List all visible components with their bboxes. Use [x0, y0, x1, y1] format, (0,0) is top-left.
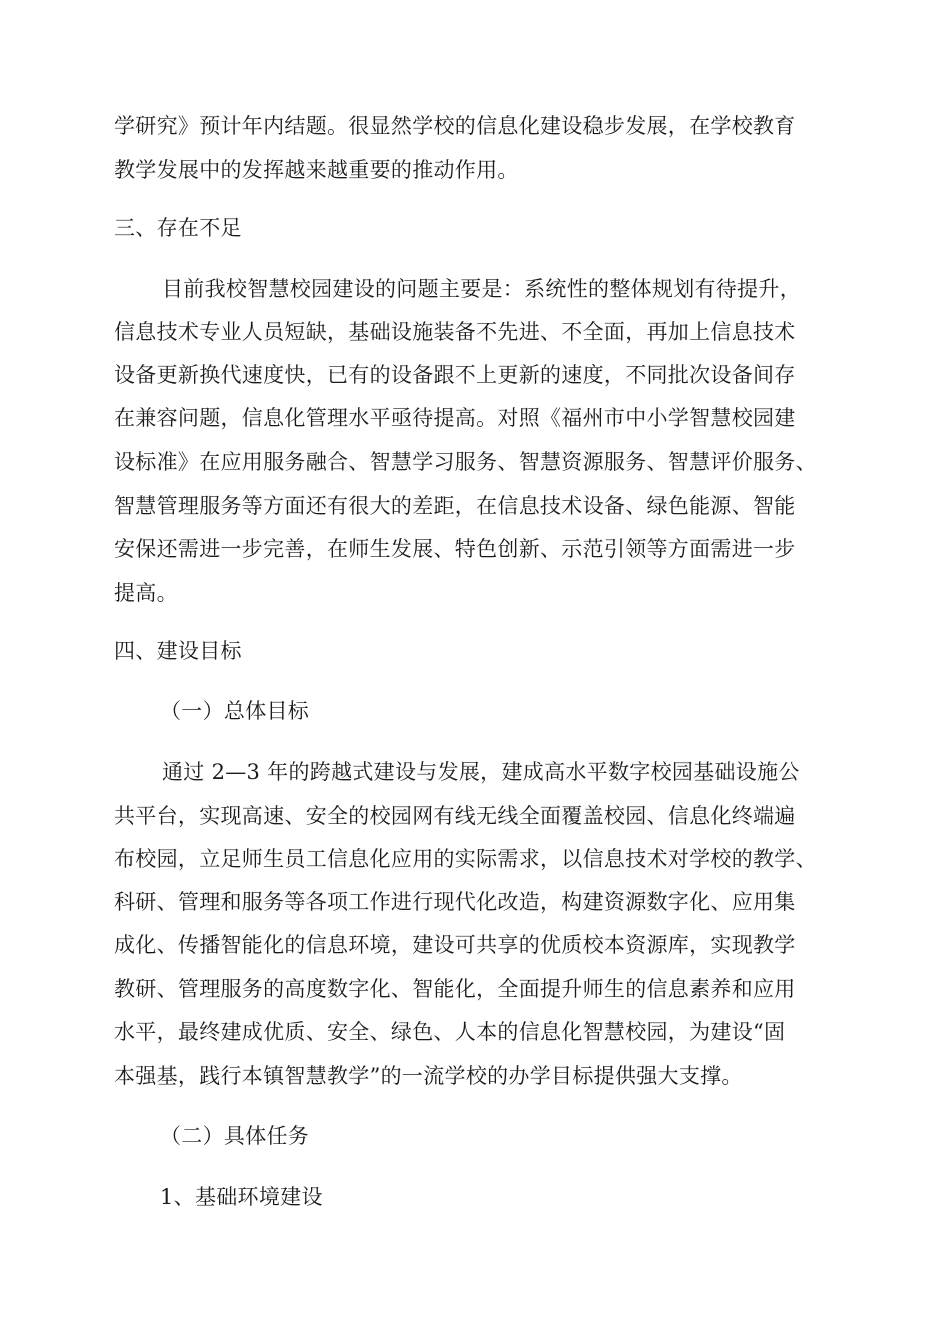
paragraph-line: 学研究》预计年内结题。很显然学校的信息化建设稳步发展，在学校教育 [114, 114, 796, 138]
paragraph-line: 教研、管理服务的高度数字化、智能化，全面提升师生的信息素养和应用 [114, 977, 796, 1001]
paragraph-line: 设备更新换代速度快，已有的设备跟不上更新的速度，不同批次设备间存 [114, 363, 796, 387]
subsection-heading: （二）具体任务 [160, 1124, 310, 1148]
paragraph-line: 目前我校智慧校园建设的问题主要是：系统性的整体规划有待提升， [162, 277, 801, 301]
paragraph-line: 在兼容问题，信息化管理水平亟待提高。对照《福州市中小学智慧校园建 [114, 406, 796, 430]
paragraph-line: 安保还需进一步完善，在师生发展、特色创新、示范引领等方面需进一步 [114, 537, 796, 561]
paragraph-line: 科研、管理和服务等各项工作进行现代化改造，构建资源数字化、应用集 [114, 890, 796, 914]
subsection-heading: （一）总体目标 [160, 699, 310, 723]
list-item-heading: 1、基础环境建设 [160, 1185, 323, 1209]
paragraph-line: 信息技术专业人员短缺，基础设施装备不先进、不全面，再加上信息技术 [114, 320, 796, 344]
paragraph-line: 提高。 [114, 581, 178, 605]
paragraph-line: 本强基，践行本镇智慧教学”的一流学校的办学目标提供强大支撑。 [114, 1064, 743, 1088]
paragraph-line: 成化、传播智能化的信息环境，建设可共享的优质校本资源库，实现教学 [114, 933, 796, 957]
paragraph-line: 教学发展中的发挥越来越重要的推动作用。 [114, 158, 519, 182]
paragraph-line: 共平台，实现高速、安全的校园网有线无线全面覆盖校园、信息化终端遍 [114, 804, 796, 828]
paragraph-line: 智慧管理服务等方面还有很大的差距，在信息技术设备、绿色能源、智能 [114, 494, 796, 518]
section-heading: 三、存在不足 [114, 216, 242, 240]
paragraph-line: 设标准》在应用服务融合、智慧学习服务、智慧资源服务、智慧评价服务、 [114, 450, 817, 474]
paragraph-line: 通过 2—3 年的跨越式建设与发展，建成高水平数字校园基础设施公 [162, 760, 800, 784]
section-heading: 四、建设目标 [114, 639, 242, 663]
paragraph-line: 水平，最终建成优质、安全、绿色、人本的信息化智慧校园，为建设“固 [114, 1020, 786, 1044]
paragraph-line: 布校园，立足师生员工信息化应用的实际需求，以信息技术对学校的教学、 [114, 847, 817, 871]
